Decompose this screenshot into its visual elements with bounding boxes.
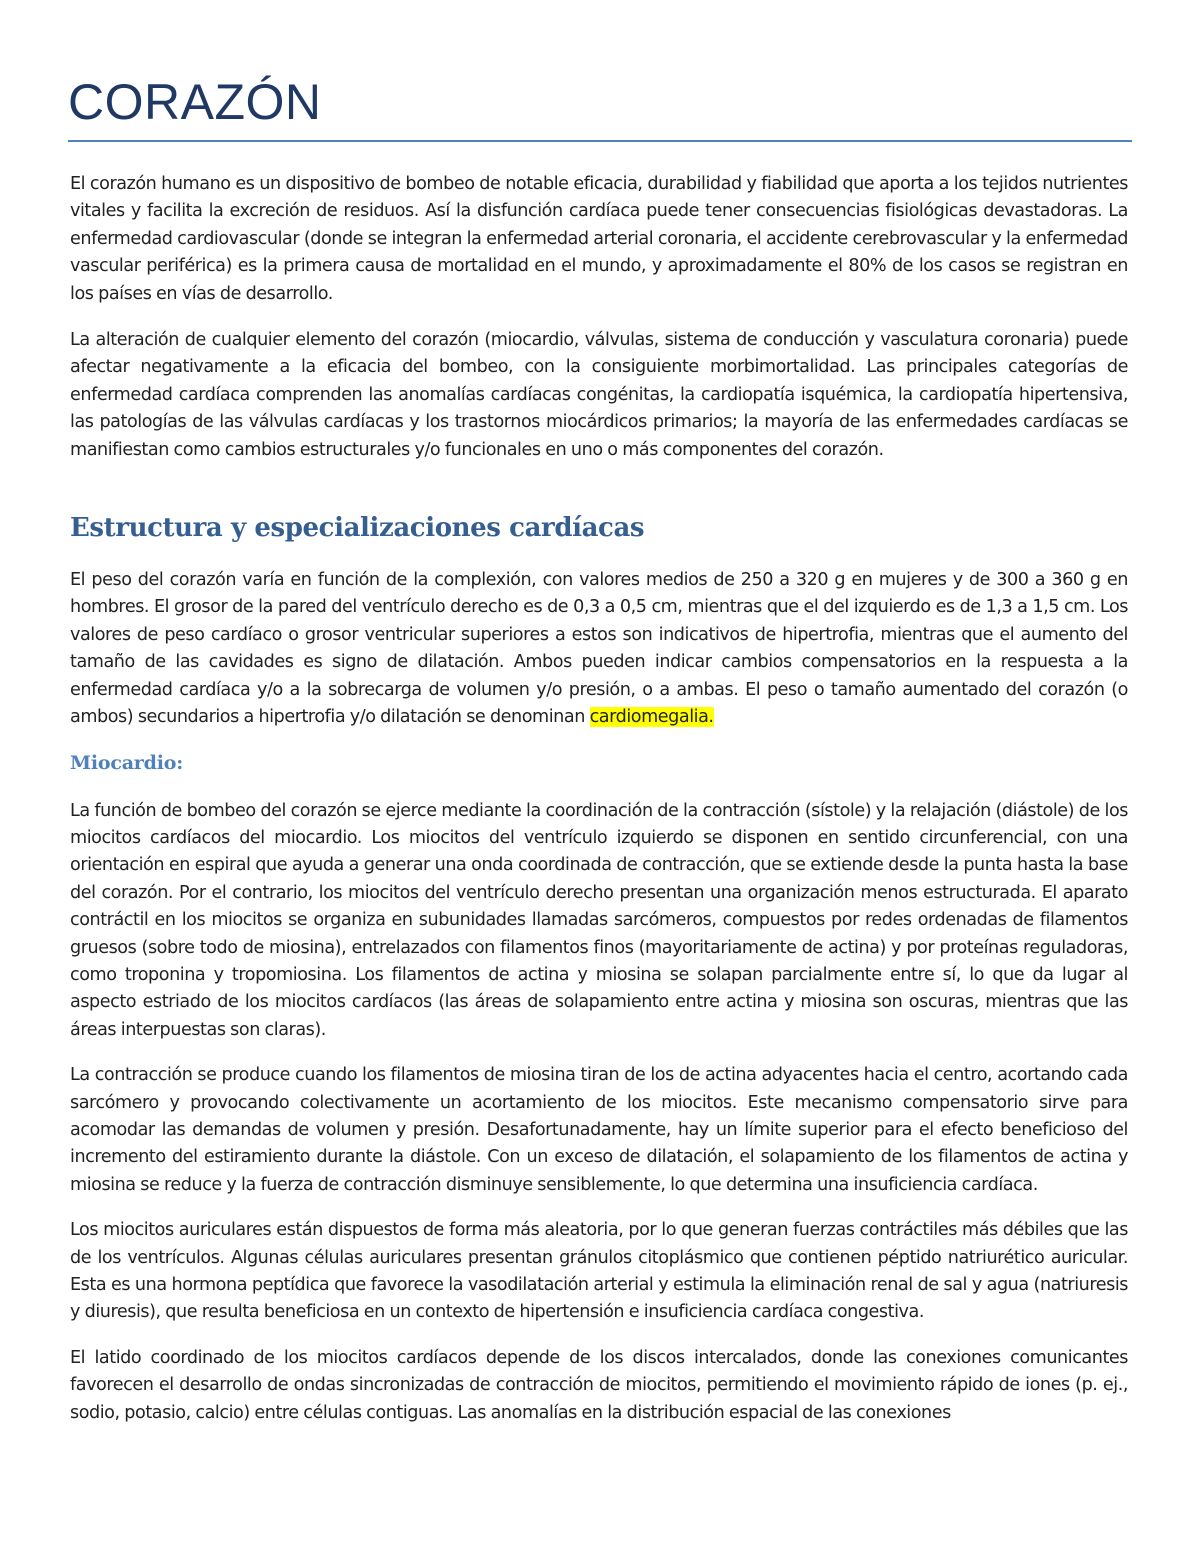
section-heading: Estructura y especializaciones cardíacas [70,513,645,544]
myocardium-paragraph-1: La función de bombeo del corazón se ejerce mediante la coordinación de la contracción (sístole) y la relajación (diástole) de los miocitos cardíacos del miocardio. Los miocitos del ventrículo izquierdo se disponen en sentido circunferencial, con una orientación en espiral que ayuda a generar una onda coordinada de contracción, que se extiende desde la punta hasta la base del corazón. Por el contrario, los miocitos del ventrículo derecho presentan una organización menos estructurada. El aparato contráctil en los miocitos se organiza en subunidades llamadas sarcómeros, compuestos por redes ordenadas de filamentos gruesos (sobre todo de miosina), entrelazados con filamentos finos (mayoritariamente de actina) y por proteínas reguladoras, como troponina y tropomiosina. Los filamentos de actina y miosina se solapan parcialmente entre sí, lo que da lugar al aspecto estriado de los miocitos cardíacos (las áreas de solapamiento entre actina y miosina son oscuras, mientras que las áreas interpuestas son claras). [70,800,1128,1040]
myocardium-paragraph-2: La contracción se produce cuando los filamentos de miosina tiran de los de actina adyacentes hacia el centro, acortando cada sarcómero y provocando colectivamente un acortamiento de los miocitos. Este mecanismo compensatorio sirve para acomodar las demandas de volumen y presión. Desafortunadamente, hay un límite superior para el efecto beneficioso del incremento del estiramiento durante la diástole. Con un exceso de dilatación, el solapamiento de los filamentos de actina y miosina se reduce y la fuerza de contracción disminuye sensiblemente, lo que determina una insuficiencia cardíaca. [70,1065,1128,1195]
document-body [70,171,1128,1427]
title-underline [68,140,1132,142]
section-paragraph [70,567,1128,731]
intro-paragraph-1: El corazón humano es un dispositivo de bombeo de notable eficacia, durabilidad y fiabilidad que aporta a los tejidos nutrientes vitales y facilita la excreción de residuos. Así la disfunción cardíaca puede tener consecuencias fisiológicas devastadoras. La enfermedad cardiovascular (donde se integran la enfermedad arterial coronaria, el accidente cerebrovascular y la enfermedad vascular periférica) es la primera causa de mortalidad en el mundo, y aproximadamente el 80% de los casos se registran en los países en vías de desarrollo. [70,174,1128,304]
highlighted-term: cardiomegalia. [589,707,714,728]
page-title: CORAZÓN [68,74,322,130]
subsection-heading: Miocardio: [70,751,184,774]
myocardium-paragraph-3: Los miocitos auriculares están dispuestos de forma más aleatoria, por lo que generan fuerzas contráctiles más débiles que las de los ventrículos. Algunas células auriculares presentan gránulos citoplásmico que contienen péptido natriurético auricular. Esta es una hormona peptídica que favorece la vasodilatación arterial y estimula la eliminación renal de sal y agua (natriuresis y diuresis), que resulta beneficiosa en un contexto de hipertensión e insuficiencia cardíaca congestiva. [70,1220,1128,1323]
section-paragraph-text: El peso del corazón varía en función de la complexión, con valores medios de 250 a 320 g en mujeres y de 300 a 360 g en hombres. El grosor de la pared del ventrículo derecho es de 0,3 a 0,5 cm, mientras que el del izquierdo es de 1,3 a 1,5 cm. Los valores de peso cardíaco o grosor ventricular superiores a estos son indicativos de hipertrofia, mientras que el aumento del tamaño de las cavidades es signo de dilatación. Ambos pueden indicar cambios compensatorios en la respuesta a la enfermedad cardíaca y/o a la sobrecarga de volumen y/o presión, o a ambas. El peso o tamaño aumentado del corazón (o ambos) secundarios a hipertrofia y/o dilatación se denominan [70,570,1128,728]
intro-paragraph-2: La alteración de cualquier elemento del corazón (miocardio, válvulas, sistema de conducción y vasculatura coronaria) puede afectar negativamente a la eficacia del bombeo, con la consiguiente morbimortalidad. Las principales categorías de enfermedad cardíaca comprenden las anomalías cardíacas congénitas, la cardiopatía isquémica, la cardiopatía hipertensiva, las patologías de las válvulas cardíacas y los trastornos miocárdicos primarios; la mayoría de las enfermedades cardíacas se manifiestan como cambios estructurales y/o funcionales en uno o más componentes del corazón. [70,330,1128,460]
myocardium-paragraph-4: El latido coordinado de los miocitos cardíacos depende de los discos intercalados, donde las conexiones comunicantes favorecen el desarrollo de ondas sincronizadas de contracción de miocitos, permitiendo el movimiento rápido de iones (p. ej., sodio, potasio, calcio) entre células contiguas. Las anomalías en la distribución espacial de las conexiones [70,1347,1128,1423]
